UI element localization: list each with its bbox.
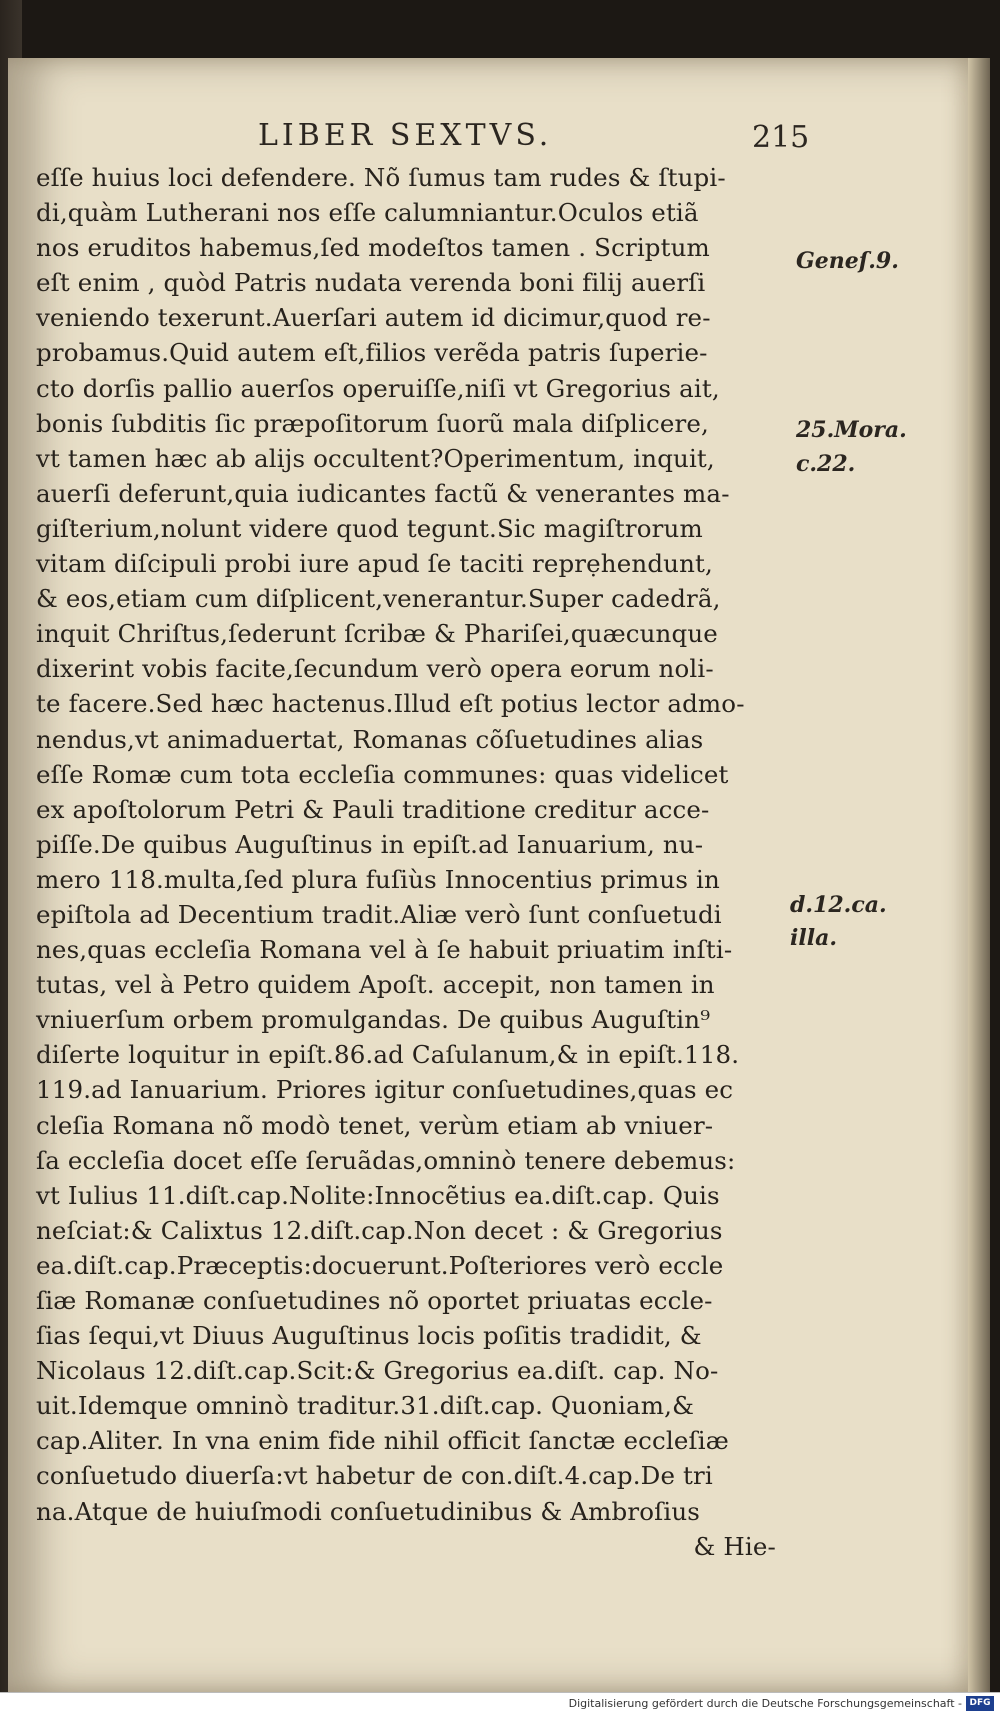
text-line: eſſe Romæ cum tota eccleſia communes: quas videlicet [36, 759, 729, 789]
text-line: di,quàm Lutherani nos eſſe calumniantur.Oculos etiã [36, 198, 699, 228]
footer-funding-text: Digitalisierung gefördert durch die Deutsche Forschungsgemeinschaft - [568, 1697, 962, 1710]
text-line: cleſia Romana nõ modò tenet, verùm etiam ab vniuer- [36, 1110, 714, 1140]
text-line: bonis ſubditis ſic præpoſitorum ſuorũ mala diſplicere, [36, 408, 709, 438]
text-line: vitam diſcipuli probi iure apud ſe taciti reprẹhendunt, [36, 549, 713, 579]
margin-note-distinctio: d.12.ca. [790, 892, 887, 918]
text-line: nos eruditos habemus,ſed modeſtos tamen . Scriptum [36, 233, 710, 263]
text-line: tutas, vel à Petro quidem Apoſt. accepit, non tamen in [36, 970, 715, 1000]
footer-bar [0, 1692, 1000, 1716]
text-line: nes,quas eccleſia Romana vel à ſe habuit priuatim inſti- [36, 935, 733, 965]
text-line: ſiæ Romanæ conſuetudines nõ oportet priuatas eccle- [36, 1286, 713, 1315]
text-line: auerſi deferunt,quia iudicantes factũ & venerantes ma- [36, 478, 730, 508]
text-line: na.Atque de huiuſmodi conſuetudinibus & Ambroſius [36, 1496, 700, 1526]
text-line: mero 118.multa,ſed plura fuſiùs Innocentius primus in [36, 864, 720, 894]
text-line: cap.Aliter. In vna enim fide nihil officit ſanctæ eccleſiæ [36, 1426, 729, 1456]
text-line: veniendo texerunt.Auerſari autem id dicimur,quod re- [36, 303, 711, 333]
text-line: diſerte loquitur in epiſt.86.ad Caſulanum,& in epiſt.118. [36, 1040, 740, 1070]
text-line: ſa eccleſia docet eſſe ſeruãdas,omninò tenere debemus: [36, 1145, 736, 1175]
text-line: ex apoſtolorum Petri & Pauli traditione creditur acce- [36, 794, 710, 824]
page-edge [968, 58, 990, 1692]
text-line: vt tamen hæc ab alijs occultent?Operimentum, inquit, [36, 443, 715, 473]
text-line: vniuerſum orbem promulgandas. De quibus Auguſtin⁹ [36, 1005, 711, 1035]
margin-note-chapter: c.22. [796, 451, 856, 477]
margin-note-genesis: Geneſ.9. [796, 248, 899, 274]
margin-note-moralia: 25.Mora. [796, 417, 907, 443]
text-line: epiſtola ad Decentium tradit.Aliæ verò ſunt conſuetudi [36, 899, 722, 929]
page-number: 215 [752, 120, 810, 155]
text-line: cto dorſis pallio auerſos operuiſſe,niſi vt Gregorius ait, [36, 373, 720, 403]
text-line: ſias ſequi,vt Diuus Auguſtinus locis poſitis tradidit, & [36, 1321, 702, 1351]
text-line: & eos,etiam cum diſplicent,venerantur.Super cadedrã, [36, 584, 721, 614]
text-line: eſſe huius loci defendere. Nõ ſumus tam rudes & ſtupi- [36, 163, 726, 192]
text-line: inquit Chriſtus,ſederunt ſcribæ & Phariſei,quæcunque [36, 619, 718, 649]
text-line: vt Iulius 11.diſt.cap.Nolite:Innocẽtius ea.diſt.cap. Quis [36, 1180, 720, 1210]
dfg-logo: DFG [966, 1696, 994, 1711]
main-text [36, 160, 796, 1564]
margin-note-illa: illa. [790, 925, 837, 951]
text-line: eſt enim , quòd Patris nudata verenda boni filij auerſi [36, 268, 706, 298]
text-line: ea.diſt.cap.Præceptis:docuerunt.Poſteriores verò eccle [36, 1250, 724, 1280]
text-line: dixerint vobis facite,ſecundum verò opera eorum noli- [36, 654, 714, 684]
text-line: 119.ad Ianuarium. Priores igitur conſuetudines,quas ec [36, 1075, 734, 1105]
text-line: conſuetudo diuerſa:vt habetur de con.diſt.4.cap.De tri [36, 1461, 713, 1491]
text-line: Nicolaus 12.diſt.cap.Scit:& Gregorius ea.diſt. cap. No- [36, 1356, 719, 1386]
text-line: giſterium,nolunt videre quod tegunt.Sic magiſtrorum [36, 513, 703, 543]
text-line: piſſe.De quibus Auguſtinus in epiſt.ad Ianuarium, nu- [36, 829, 704, 859]
text-line: probamus.Quid autem eſt,filios verẽda patris ſuperie- [36, 338, 708, 368]
text-line: neſciat:& Calixtus 12.diſt.cap.Non decet : & Gregorius [36, 1215, 723, 1245]
text-line: te facere.Sed hæc hactenus.Illud eſt potius lector admo- [36, 689, 745, 719]
catchword: & Hie- [693, 1531, 776, 1561]
text-line: nendus,vt animaduertat, Romanas cõſuetudines alias [36, 724, 704, 754]
running-head: LIBER SEXTVS. [258, 118, 553, 153]
text-line: uit.Idemque omninò traditur.31.diſt.cap. Quoniam,& [36, 1391, 695, 1421]
